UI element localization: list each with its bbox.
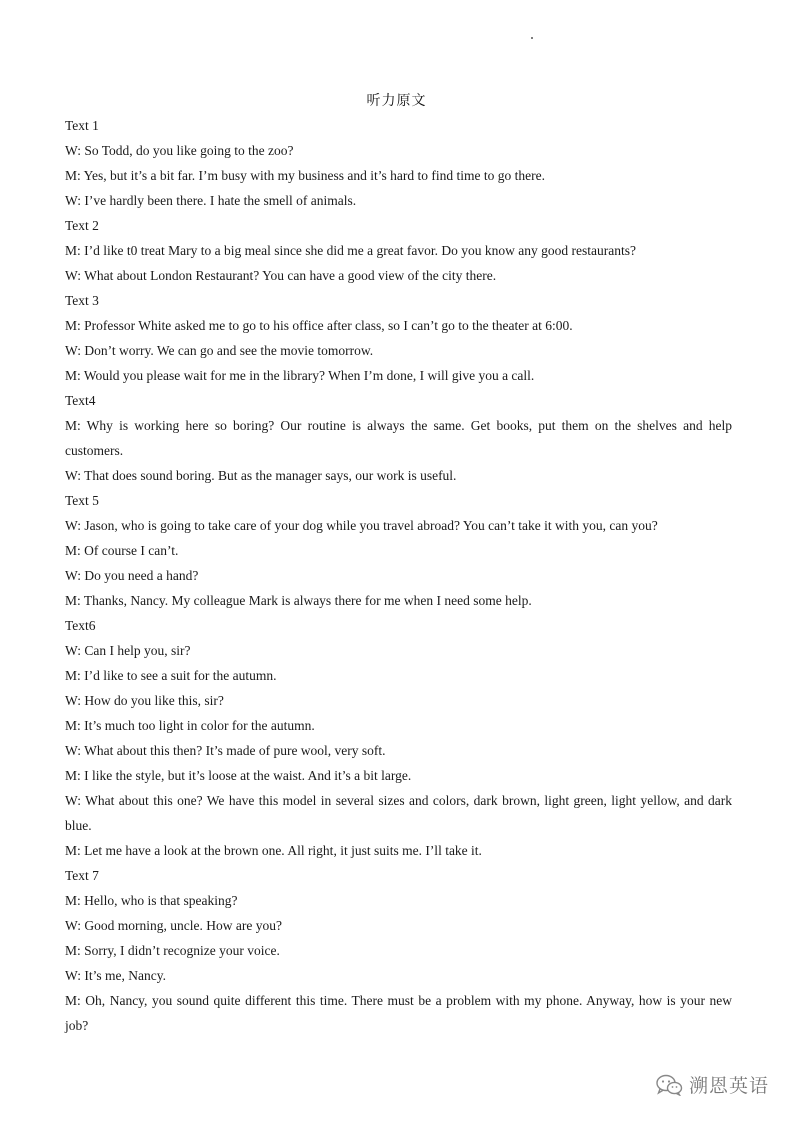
dialogue-line: M: Of course I can’t. (65, 543, 179, 558)
dialogue-line: M: Yes, but it’s a bit far. I’m busy with my business and it’s hard to find time to go there. (65, 168, 545, 183)
dialogue-line: M: Thanks, Nancy. My colleague Mark is always there for me when I need some help. (65, 593, 532, 608)
dialogue-line: M: Oh, Nancy, you sound quite different this time. There must be a problem with my phone. Anyway, how is your new job? (65, 993, 732, 1033)
dialogue-line: W: Can I help you, sir? (65, 643, 191, 658)
dialogue-line: M: Would you please wait for me in the library? When I’m done, I will give you a call. (65, 368, 535, 383)
dialogue-line: M: Let me have a look at the brown one. All right, it just suits me. I’ll take it. (65, 843, 482, 858)
dialogue-line: W: What about this one? We have this model in several sizes and colors, dark brown, light green, light yellow, and dark blue. (65, 793, 732, 833)
dialogue-line: M: Hello, who is that speaking? (65, 893, 238, 908)
dialogue-line: W: So Todd, do you like going to the zoo? (65, 143, 294, 158)
dialogue-line: W: Jason, who is going to take care of your dog while you travel abroad? You can’t take it with you, can you? (65, 518, 658, 533)
section-heading: Text 3 (65, 293, 99, 308)
dialogue-line: W: What about London Restaurant? You can have a good view of the city there. (65, 268, 497, 283)
dialogue-line: W: What about this then? It’s made of pure wool, very soft. (65, 743, 386, 758)
dialogue-line: M: Professor White asked me to go to his office after class, so I can’t go to the theater at 6:00. (65, 318, 573, 333)
section-heading: Text6 (65, 618, 96, 633)
dialogue-line: W: I’ve hardly been there. I hate the smell of animals. (65, 193, 357, 208)
dialogue-line: W: How do you like this, sir? (65, 693, 224, 708)
wechat-icon (655, 1074, 683, 1096)
scan-dot (531, 37, 533, 39)
dialogue-line: M: Why is working here so boring? Our routine is always the same. Get books, put them on the shelves and help customers. (65, 418, 732, 458)
dialogue-line: W: Don’t worry. We can go and see the movie tomorrow. (65, 343, 374, 358)
dialogue-line: M: Sorry, I didn’t recognize your voice. (65, 943, 280, 958)
section-heading: Text 2 (65, 218, 99, 233)
section-heading: Text 1 (65, 118, 99, 133)
section-heading: Text 5 (65, 493, 99, 508)
dialogue-line: W: It’s me, Nancy. (65, 968, 166, 983)
dialogue-line: W: Do you need a hand? (65, 568, 199, 583)
watermark (655, 1071, 769, 1098)
section-heading: Text4 (65, 393, 96, 408)
dialogue-line: M: I like the style, but it’s loose at the waist. And it’s a bit large. (65, 768, 412, 783)
transcript-body (65, 113, 732, 1038)
page-title: 听力原文 (366, 93, 427, 109)
dialogue-line: M: I’d like t0 treat Mary to a big meal since she did me a great favor. Do you know any good restaurants? (65, 243, 636, 258)
watermark-text: 溯恩英语 (688, 1075, 769, 1097)
dialogue-line: M: It’s much too light in color for the autumn. (65, 718, 315, 733)
dialogue-line: W: Good morning, uncle. How are you? (65, 918, 282, 933)
dialogue-line: W: That does sound boring. But as the manager says, our work is useful. (65, 468, 457, 483)
dialogue-line: M: I’d like to see a suit for the autumn. (65, 668, 277, 683)
section-heading: Text 7 (65, 868, 99, 883)
